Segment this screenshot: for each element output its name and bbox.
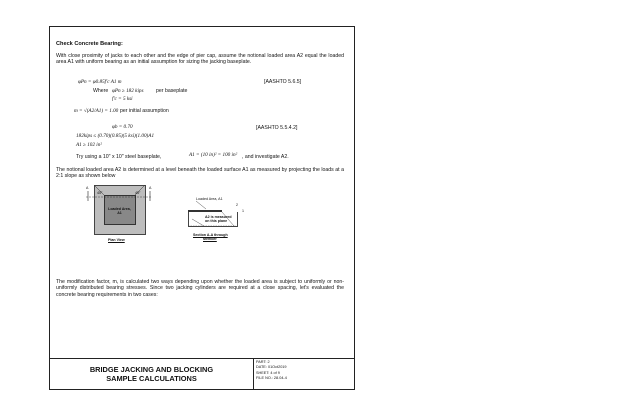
- equation-4-suffix: per initial assumption: [120, 108, 169, 114]
- section-mark-left: A: [86, 186, 89, 190]
- equation-1-reference: [AASHTO 5.6.5]: [264, 79, 302, 85]
- part-label: PART: 2: [256, 360, 270, 364]
- equation-1: φPn = φ0.85f'c A1 m: [78, 79, 122, 85]
- document-page: [49, 26, 355, 390]
- file-number-label: FILE NO.: 28.04-4: [256, 376, 287, 381]
- angle-right: 45°: [135, 191, 141, 195]
- title-block: [50, 358, 354, 389]
- section-caption-line2: Member: [203, 237, 217, 241]
- equation-4: m = √(A2/A1) = 1.00: [74, 108, 119, 114]
- intro-paragraph: With close proximity of jacks to each other and the edge of pier cap, assume the notional loaded area A2 equal the loaded area A1 with uniform bearing as an initial assumption for sizing the jacking baseplate.: [56, 53, 344, 66]
- equation-6: 182kips ≤ (0.70)(0.85)(5 ksi)(1.00)A1: [76, 133, 155, 139]
- sheet-label: SHEET: 4 of 9: [256, 370, 280, 375]
- section-heading: Check Concrete Bearing:: [56, 41, 123, 47]
- date-label: DATE: 01Oct2019: [256, 365, 287, 370]
- title-line-1: BRIDGE JACKING AND BLOCKING: [89, 365, 214, 374]
- try-equation: A1 = (10 in)² = 100 in²: [189, 152, 238, 158]
- slope-1-label: 1: [242, 209, 244, 213]
- figure-lines: [56, 41, 350, 301]
- loaded-area-label: Loaded Area, A1: [108, 207, 131, 216]
- try-suffix: , and investigate A2.: [242, 154, 289, 160]
- section-caption-line1: Section A-A through: [193, 233, 228, 237]
- a2-callout-line1: A2 is measured: [205, 215, 232, 219]
- plan-view-caption: Plan View: [108, 238, 125, 242]
- equation-7: A1 ≥ 102 in²: [76, 142, 102, 148]
- area-paragraph: The notional loaded area A2 is determined at a level beneath the loaded surface A1 as measured by projecting the loads at a 2:1 slope as shown below: [56, 167, 344, 180]
- a2-callout-line2: on this plane: [205, 219, 228, 223]
- section-mark-right: A: [149, 186, 152, 190]
- modification-paragraph: The modification factor, m, is calculated two ways depending upon whether the loaded area is subject to uniformly or non-uniformly distributed bearing stresses. Since two jacking cylinders are required at a close spacing, let's evaluated the concrete bearing requirements in two cases:: [56, 279, 344, 298]
- equation-3: f'c = 5 ksi: [112, 96, 133, 102]
- equation-5: φb = 0.70: [112, 124, 133, 130]
- title-line-2: SAMPLE CALCULATIONS: [106, 374, 197, 383]
- angle-left: 45°: [97, 191, 103, 195]
- equation-2: φPn ≥ 182 kips: [112, 88, 144, 94]
- title-block-title: [50, 359, 254, 389]
- title-block-info: [256, 360, 287, 382]
- where-label: Where: [93, 88, 109, 94]
- slope-2-label: 2: [236, 203, 238, 207]
- equation-5-reference: [AASHTO 5.5.4.2]: [256, 125, 298, 131]
- loaded-area-callout: Loaded Area, A1: [196, 197, 223, 201]
- try-text: Try using a 10" x 10" steel baseplate,: [76, 154, 162, 160]
- equation-2-suffix: per baseplate: [156, 88, 188, 94]
